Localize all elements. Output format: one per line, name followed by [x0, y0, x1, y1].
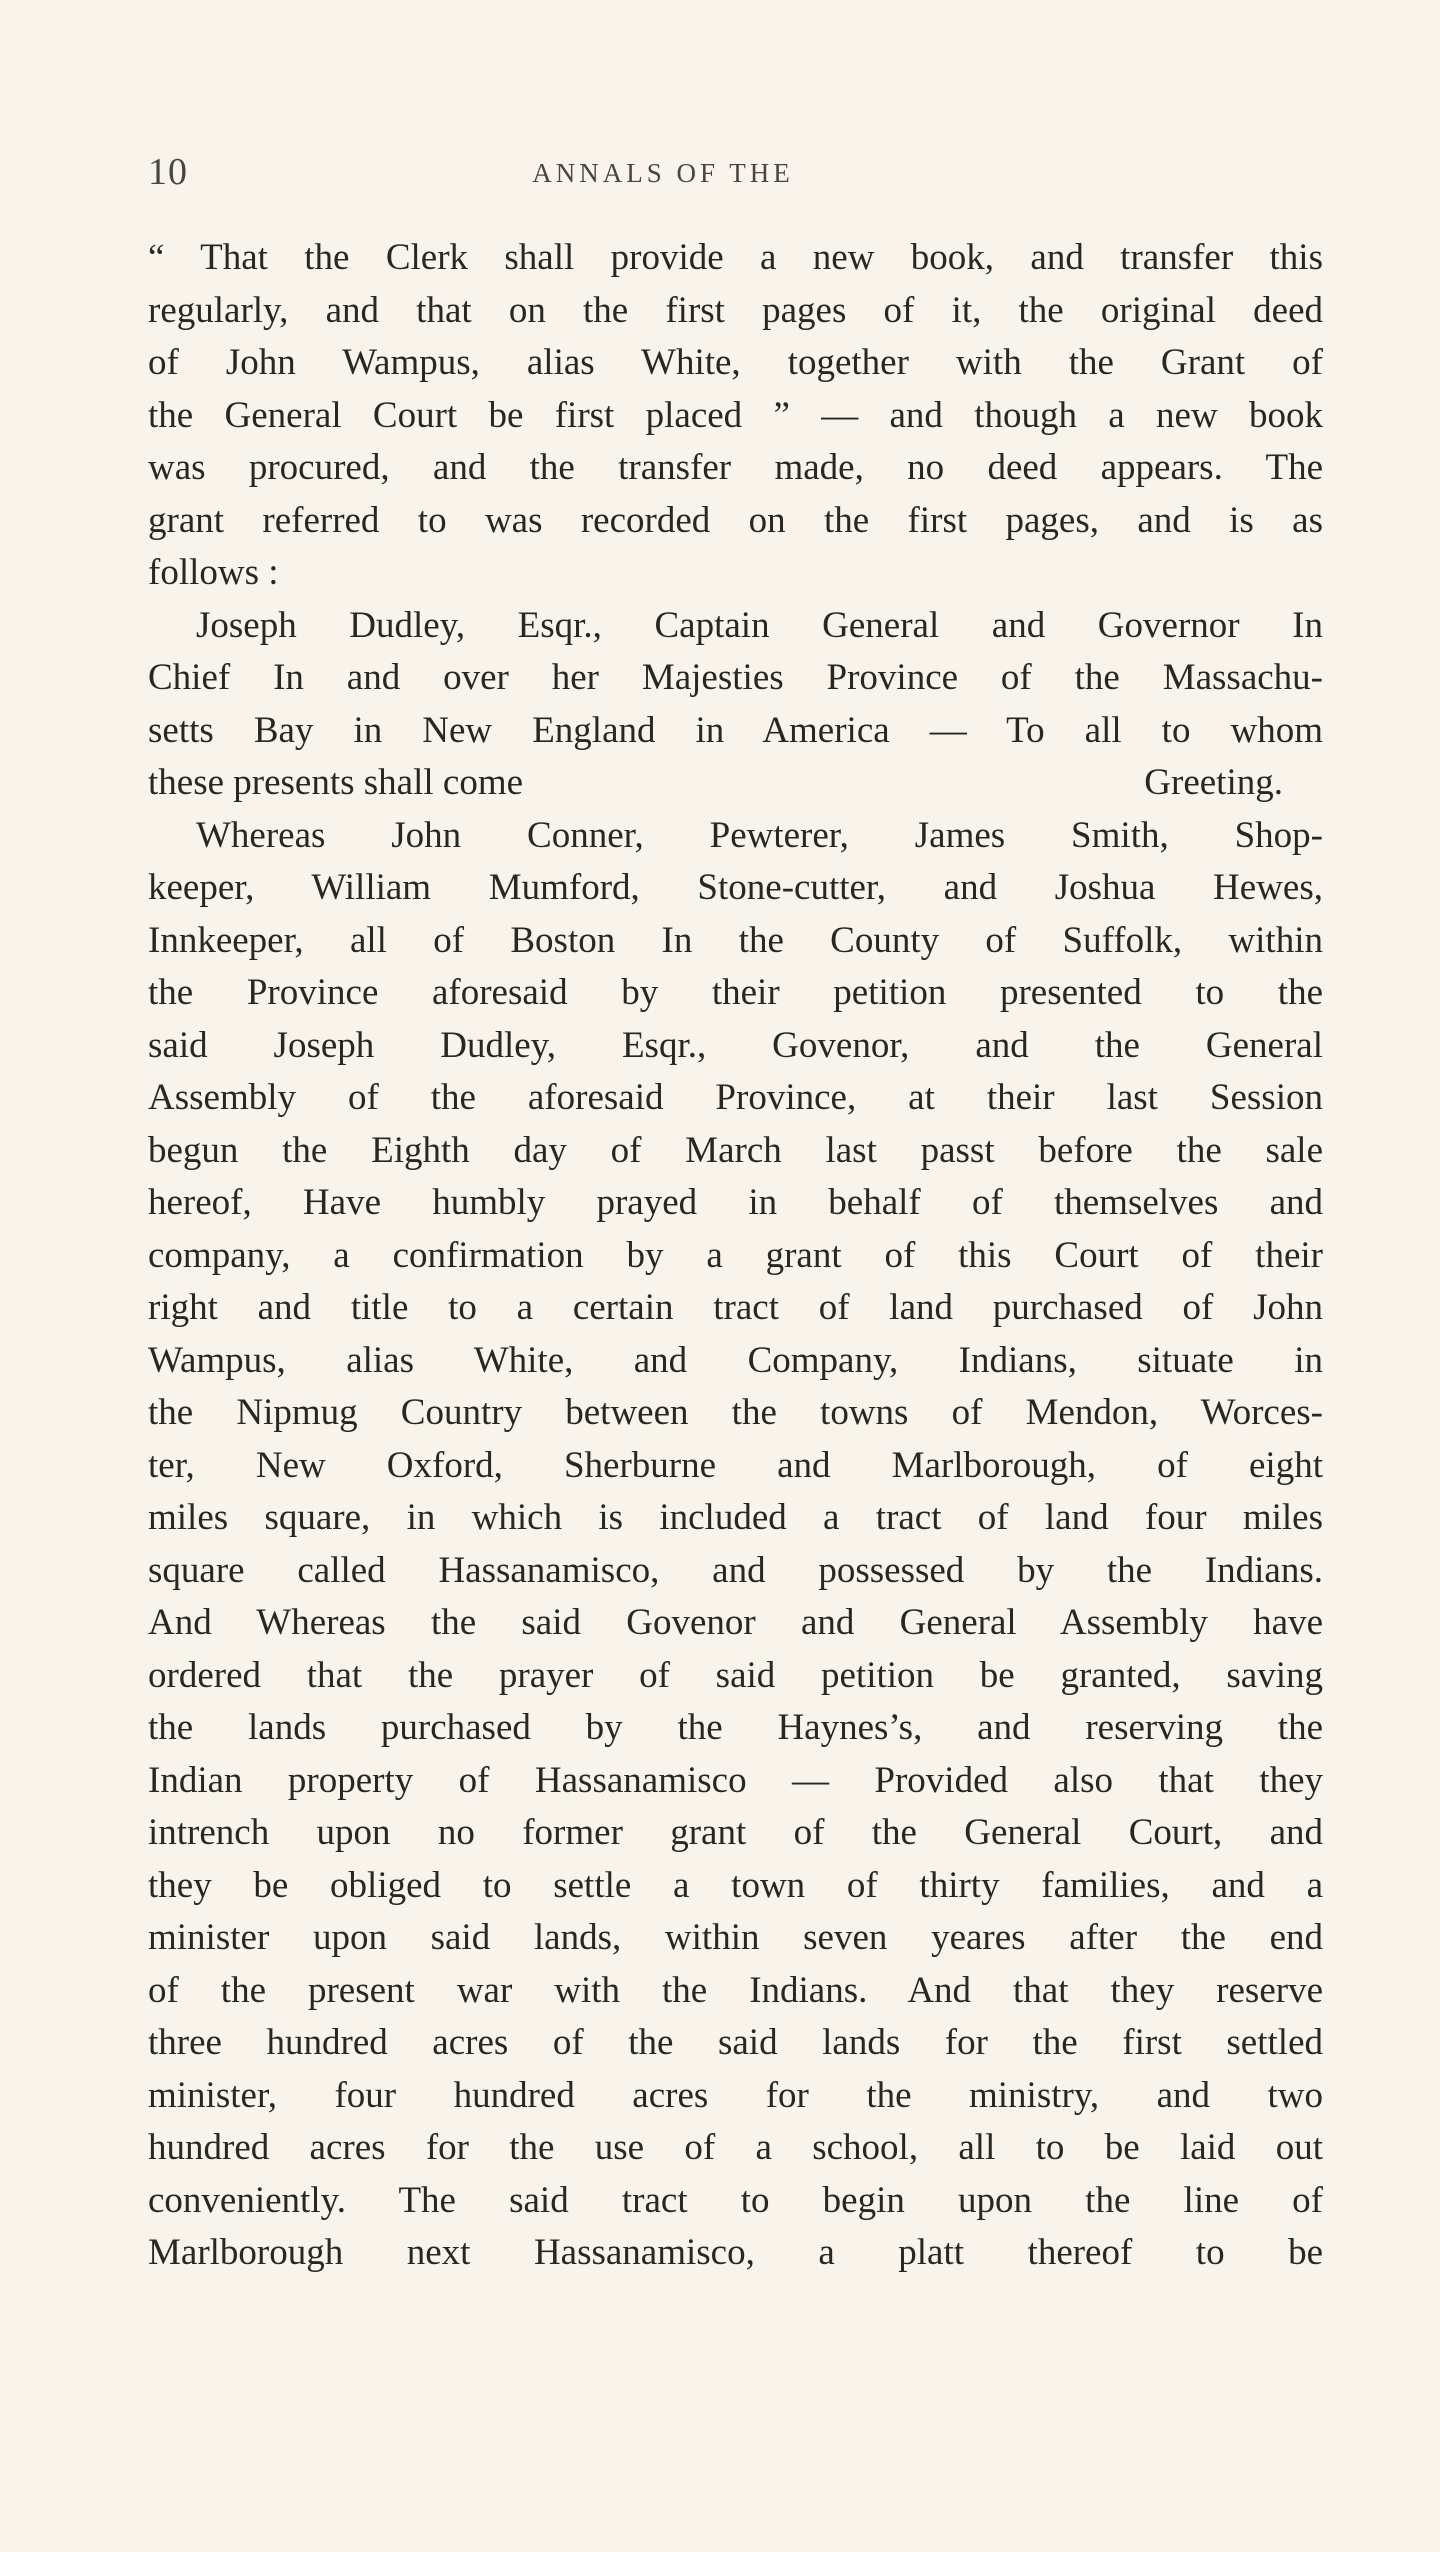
page-number: 10: [148, 151, 188, 193]
text-line: square called Hassanamisco, and possessed by the Indians.: [148, 1549, 1323, 1591]
text-line: three hundred acres of the said lands for the first settled: [148, 2022, 1323, 2063]
text-line: intrench upon no former grant of the General Court, and: [148, 1812, 1323, 1853]
text-line: of John Wampus, alias White, together with the Grant of: [148, 342, 1323, 383]
text-line: minister upon said lands, within seven yeares after the end: [148, 1917, 1323, 1958]
text-line: regularly, and that on the first pages of it, the original deed: [148, 289, 1323, 331]
text-line: ter, New Oxford, Sherburne and Marlborough, of eight: [148, 1444, 1323, 1486]
text-line: of the present war with the Indians. And that they reserve: [148, 1969, 1323, 2011]
text-line: Whereas John Conner, Pewterer, James Smith, Shop-: [196, 814, 1323, 856]
text-line: minister, four hundred acres for the ministry, and two: [148, 2074, 1323, 2116]
text-line: was procured, and the transfer made, no deed appears. The: [148, 447, 1323, 488]
text-line: Wampus, alias White, and Company, Indians, situate in: [148, 1339, 1323, 1381]
text-line: Chief In and over her Majesties Province of the Massachu-: [148, 657, 1323, 698]
text-line: hundred acres for the use of a school, all to be laid out: [148, 2127, 1323, 2168]
text-line: ordered that the prayer of said petition be granted, saving: [148, 1654, 1323, 1696]
text-line: Assembly of the aforesaid Province, at their last Session: [148, 1077, 1323, 1118]
running-head: ANNALS OF THE: [532, 158, 794, 188]
text-line: the General Court be first placed ” — and though a new book: [148, 394, 1323, 436]
text-line: grant referred to was recorded on the first pages, and is as: [148, 499, 1323, 541]
text-line: right and title to a certain tract of land purchased of John: [148, 1287, 1323, 1328]
text-line: conveniently. The said tract to begin upon the line of: [148, 2179, 1323, 2221]
text-line: “ That the Clerk shall provide a new book, and transfer this: [148, 237, 1323, 278]
text-line: company, a confirmation by a grant of this Court of their: [148, 1234, 1323, 1276]
text-line: Marlborough next Hassanamisco, a platt thereof to be: [148, 2232, 1323, 2273]
page-header: [148, 150, 1318, 200]
text-line: setts Bay in New England in America — To all to whom: [148, 709, 1323, 751]
text-line: follows :: [148, 552, 279, 593]
text-line: And Whereas the said Govenor and General Assembly have: [148, 1602, 1323, 1643]
text-line: the Nipmug Country between the towns of Mendon, Worces-: [148, 1392, 1323, 1433]
text-line-split: [148, 757, 1323, 810]
text-line: Innkeeper, all of Boston In the County of Suffolk, within: [148, 919, 1323, 961]
text-line: they be obliged to settle a town of thirty families, and a: [148, 1864, 1323, 1906]
text-line-right: Greeting.: [1144, 762, 1283, 803]
text-line: Indian property of Hassanamisco — Provided also that they: [148, 1759, 1323, 1801]
text-line: said Joseph Dudley, Esqr., Govenor, and the General: [148, 1024, 1323, 1066]
text-line: hereof, Have humbly prayed in behalf of themselves and: [148, 1182, 1323, 1223]
text-line: begun the Eighth day of March last passt before the sale: [148, 1129, 1323, 1171]
text-line: Joseph Dudley, Esqr., Captain General and Governor In: [196, 604, 1323, 646]
text-line: keeper, William Mumford, Stone-cutter, and Joshua Hewes,: [148, 867, 1323, 908]
text-line-left: these presents shall come: [148, 762, 524, 803]
text-line: the lands purchased by the Haynes’s, and reserving the: [148, 1707, 1323, 1748]
body-text: [148, 232, 1323, 2280]
text-line: miles square, in which is included a tract of land four miles: [148, 1497, 1323, 1538]
text-line: the Province aforesaid by their petition presented to the: [148, 972, 1323, 1013]
